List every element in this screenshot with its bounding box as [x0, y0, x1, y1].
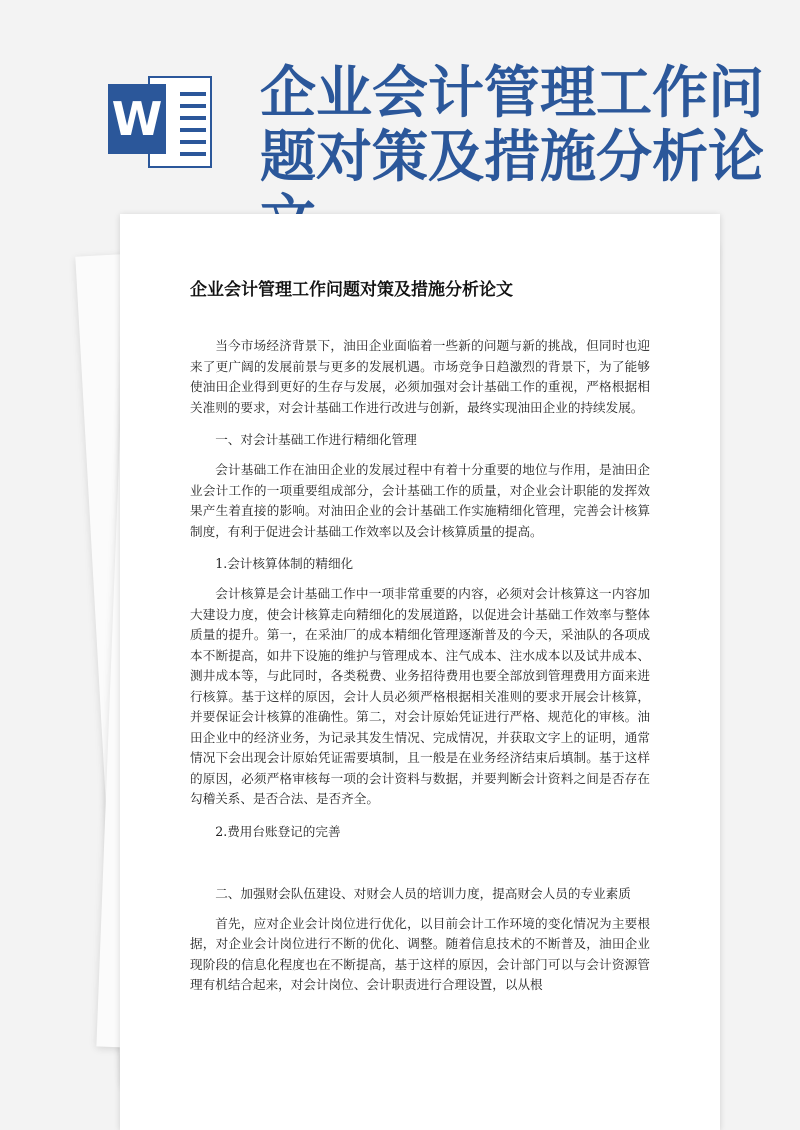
document-title: 企业会计管理工作问题对策及措施分析论文: [190, 280, 513, 300]
section-2-paragraph: 首先，应对企业会计岗位进行优化，以目前会计工作环境的变化情况为主要根据，对企业会计岗位进行不断的优化、调整。随着信息技术的不断普及，油田企业现阶段的信息化程度也在不断提高，基于这样的原因，会计部门可以与会计资源管理有机结合起来，对会计岗位、会计职责进行合理设置，以从根: [190, 915, 650, 992]
word-logo-letter: W: [108, 84, 166, 154]
intro-paragraph: 当今市场经济背景下，油田企业面临着一些新的问题与新的挑战，但同时也迎来了更广阔的发展前景与更多的发展机遇。市场竞争日趋激烈的背景下，为了能够使油田企业得到更好的生存与发展，必须加强对会计基础工作的重视，严格根据相关准则的要求，对会计基础工作进行改进与创新，最终实现油田企业的持续发展。: [190, 338, 650, 415]
word-document-icon: [108, 70, 216, 174]
section-heading-2: 二、加强财会队伍建设、对财会人员的培训力度，提高财会人员的专业素质: [215, 885, 631, 901]
banner: [0, 0, 800, 200]
subsection-1-paragraph: 会计核算是会计基础工作中一项非常重要的内容，必须对会计核算这一内容加大建设力度，使会计核算走向精细化的发展道路，以促进会计基础工作效率与整体质量的提升。第一，在采油厂的成本精细化管理逐渐普及的今天，采油队的各项成本不断提高，如井下设施的维护与管理成本、注气成本、注水成本以及试井成本、测井成本等，与此同时，各类税费、业务招待费用也要全部放到管理费用方面来进行核算。基于这样的原因，会计人员必须严格根据相关准则的要求开展会计核算，并要保证会计核算的准确性。第二，对会计原始凭证进行严格、规范化的审核。油田企业中的经济业务，为记录其发生情况、完成情况，并获取文字上的证明，通常情况下会出现会计原始凭证需要填制，且一般是在业务经济结束后填制。基于这样的原因，必须严格审核每一项的会计资料与数据，并要判断会计资料之间是否存在勾稽关系、是否合法、是否齐全。: [190, 586, 650, 806]
document-page: [120, 214, 720, 1130]
subsection-heading-2: 2.费用台账登记的完善: [215, 823, 341, 839]
section-1-paragraph: 会计基础工作在油田企业的发展过程中有着十分重要的地位与作用，是油田企业会计工作的一项重要组成部分，会计基础工作的质量，对企业会计职能的发挥效果产生着直接的影响。对油田企业的会计基础工作实施精细化管理，完善会计核算制度，有利于促进会计基础工作效率以及会计核算质量的提高。: [190, 462, 650, 539]
banner-title: 企业会计管理工作问题对策及措施分析论: [260, 61, 764, 190]
subsection-heading-1: 1.会计核算体制的精细化: [215, 556, 354, 571]
section-heading-1: 一、对会计基础工作进行精细化管理: [215, 432, 417, 447]
